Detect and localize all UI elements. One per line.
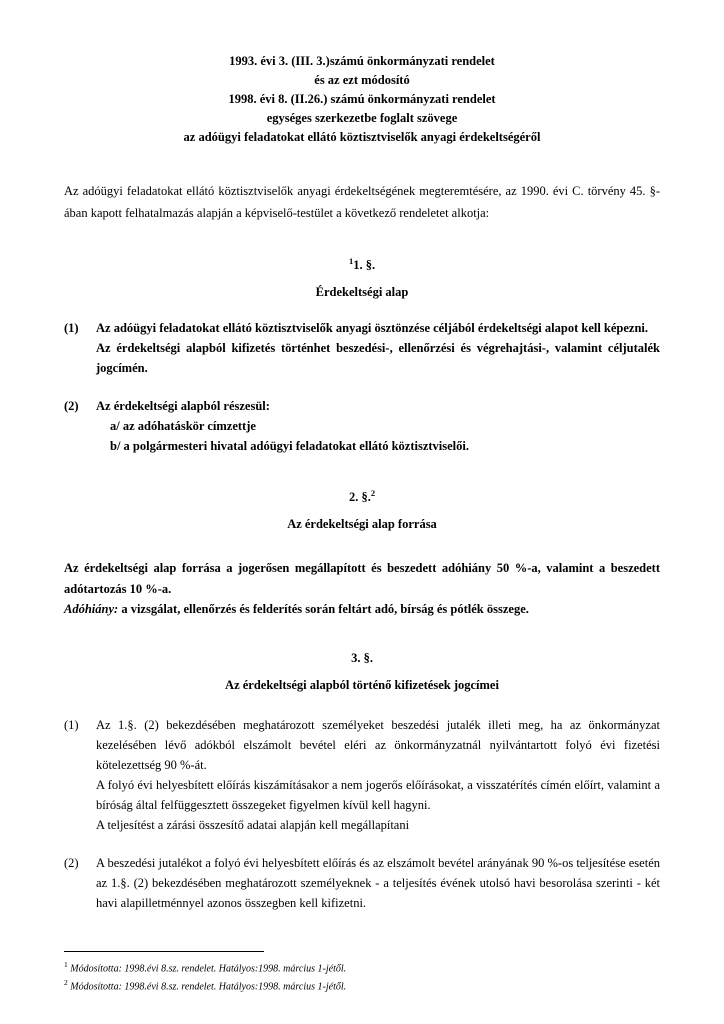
clause-marker: (2) (64, 399, 79, 414)
section-1-number (64, 256, 660, 273)
intro-paragraph (64, 181, 660, 224)
title-line-5: az adóügyi feladatokat ellátó köztisztviselők anyagi érdekeltségéről (183, 130, 541, 144)
title-line-2: és az ezt módosító (314, 73, 410, 87)
footnote-2 (64, 977, 660, 994)
section-2-paragraph: Az érdekeltségi alap forrása a jogerősen megállapított és beszedett adóhiány 50 %-a, valamint a beszedett adótartozás 10 %-a. (64, 561, 660, 596)
section-2-number-text: 2. §. (348, 490, 371, 505)
clause-sub-item-a: a/ az adóhatáskör címzettje (110, 419, 256, 434)
section-1-clause-2 (64, 396, 660, 456)
footnote-1 (64, 959, 660, 976)
clause-paragraph: Az érdekeltségi alapból részesül: (96, 399, 270, 414)
clause-marker: (1) (64, 321, 79, 336)
footnote-2-text: Módosította: 1998.évi 8.sz. rendelet. Hatályos:1998. március 1-jétől. (70, 981, 347, 992)
section-1-heading: Érdekeltségi alap (315, 285, 409, 300)
clause-body (96, 396, 660, 456)
document-title (64, 52, 660, 147)
section-2-definition (64, 599, 660, 619)
clause-paragraph: Az 1.§. (2) bekezdésében meghatározott személyeket beszedési jutalék illeti meg, ha az önkormányzat kezelésében lévő adókból elszámolt bevétel eléri az önkormányzatnál nyilvántartott folyó évi fizetési kötelezettség 90 %-át. (96, 718, 660, 773)
clause-paragraph: A teljesítést a zárási összesítő adatai alapján kell megállapítani (96, 818, 410, 833)
title-line-1: 1993. évi 3. (III. 3.)számú önkormányzati rendelet (229, 54, 495, 68)
title-line-4: egységes szerkezetbe foglalt szövege (266, 111, 458, 125)
section-2-body (64, 558, 660, 619)
clause-paragraph: A folyó évi helyesbített előírás kiszámításakor a nem jogerős előírásokat, a visszatérítés címén előírt, valamint a bíróság által felfüggesztett összegeket figyelmen kívül kell hagyni. (96, 778, 660, 813)
clause-body (96, 853, 660, 913)
footnote-2-marker: 2 (64, 977, 68, 987)
clause-marker: (1) (64, 718, 79, 733)
clause-paragraph: A beszedési jutalékot a folyó évi helyesbített előírás és az elszámolt bevétel arányának 90 %-os teljesítése esetén az 1.§. (2) bekezdésében meghatározott személyeknek - a teljesítés évének utolsó havi besorolása szerinti - két havi alapilletménnyel azonos összegben kell kifizetni. (96, 856, 660, 911)
section-2-heading: Az érdekeltségi alap forrása (287, 517, 437, 532)
footnote-1-text: Módosította: 1998.évi 8.sz. rendelet. Hatályos:1998. március 1-jétől. (70, 963, 347, 975)
intro-text: Az adóügyi feladatokat ellátó köztisztviselők anyagi érdekeltségének megteremtésére, az 1990. évi C. törvény 45. §-ában kapott felhatalmazás alapján a képviselő-testület a következő rendeletet alkotja: (64, 184, 660, 220)
section-1-clause-1 (64, 318, 660, 378)
clause-marker: (2) (64, 856, 79, 871)
section-3-clause-1 (64, 715, 660, 835)
section-2-number (64, 488, 660, 505)
section-1-footnote-marker: 1 (348, 256, 354, 266)
footnotes-area (64, 951, 660, 994)
section-3-number (64, 651, 660, 666)
clause-paragraph: Az érdekeltségi alapból kifizetés történhet beszedési-, ellenőrzési és végrehajtási-, valamint céljutalék jogcímén. (96, 341, 660, 376)
footnote-separator (64, 951, 264, 952)
clause-sub-item-b: b/ a polgármesteri hivatal adóügyi feladatokat ellátó köztisztviselői. (110, 439, 470, 454)
section-3-heading: Az érdekeltségi alapból történő kifizetések jogcímei (225, 678, 499, 693)
clause-body (96, 318, 660, 378)
section-1-number-text: 1. §. (353, 258, 376, 273)
footnote-1-marker: 1 (64, 960, 68, 970)
section-3-clause-2 (64, 853, 660, 913)
definition-term: Adóhiány: (64, 601, 119, 616)
definition-text: a vizsgálat, ellenőrzés és felderítés során feltárt adó, bírság és pótlék összege. (118, 601, 529, 616)
section-2-footnote-marker: 2 (370, 488, 376, 499)
section-3-number-text: 3. §. (351, 651, 373, 666)
title-line-3: 1998. évi 8. (II.26.) számú önkormányzati rendelet (228, 92, 496, 106)
clause-body (96, 715, 660, 835)
clause-paragraph: Az adóügyi feladatokat ellátó köztisztviselők anyagi ösztönzése céljából érdekeltségi alapot kell képezni. (96, 321, 649, 336)
